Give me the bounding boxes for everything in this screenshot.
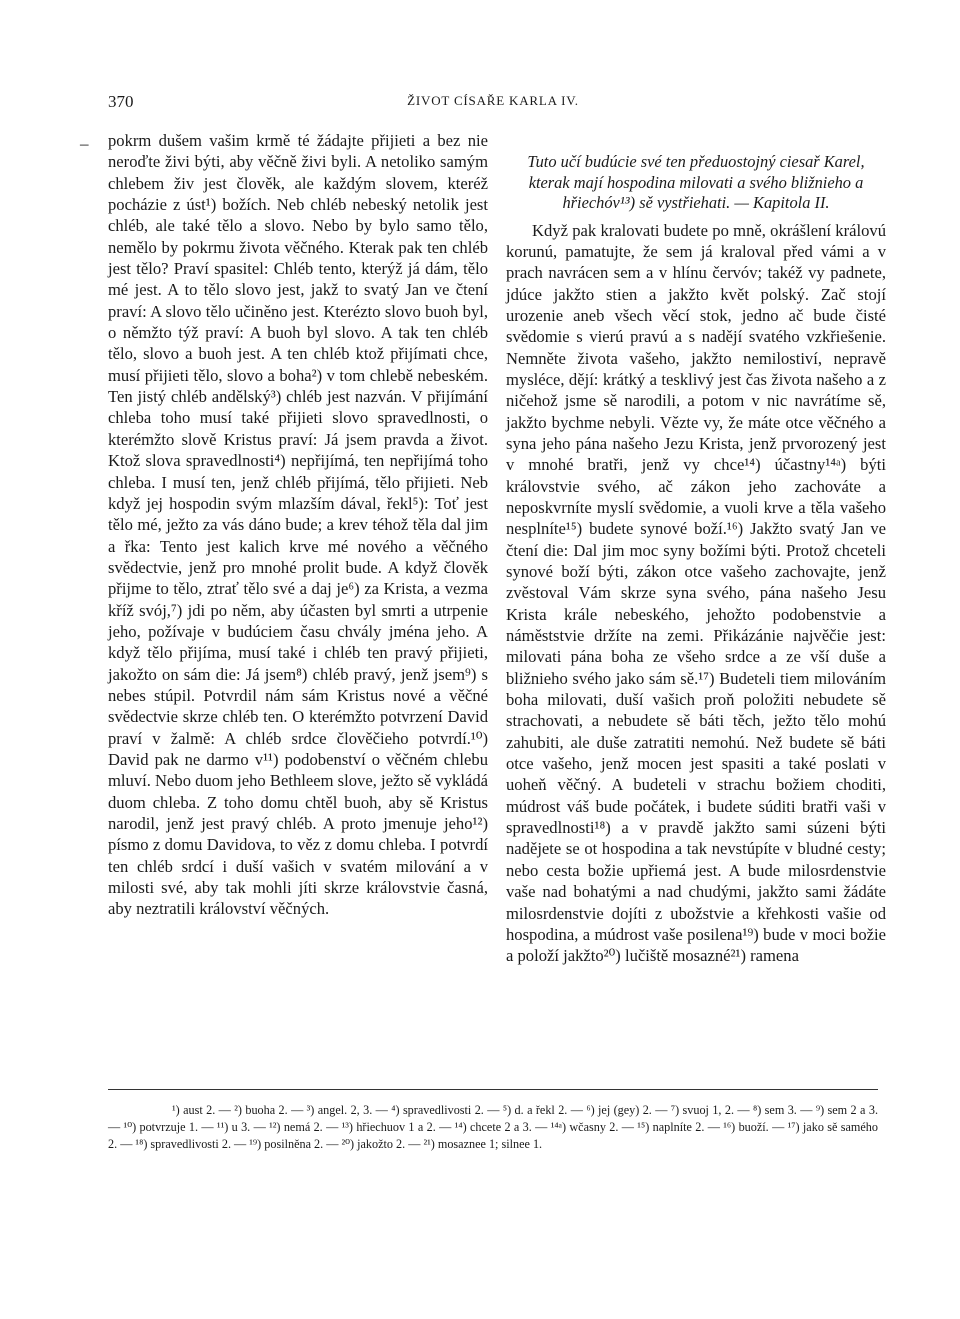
footnotes-text: ¹) aust 2. — ²) buoha 2. — ³) angel. 2, 3. — ⁴) spravedlivosti 2. — ⁵) d. a řekl 2. — ⁶) jej (gey) 2. — ⁷) svuoj 1, 2. — ⁸) sem 3. — ⁹) sem 2 a 3. — ¹⁰) potvrzuje 1. — ¹¹) u 3. — ¹²) nemá 2. — ¹³) hřiechuov 1 a 2. — ¹⁴) chcete 2 a 3. — ¹⁴ᵃ) wčasny 2. — ¹⁵) naplníte 2. — ¹⁶) buoží. — ¹⁷) jako sě samého 2. — ¹⁸) spravedlivosti 2. — ¹⁹) posilněna 2. — ²⁰) jakožto 2. — ²¹) mosaznee 1; silnee 1. (108, 1103, 878, 1151)
page-header (108, 92, 878, 114)
running-head: ŽIVOT CÍSAŘE KARLA IV. (407, 93, 579, 108)
left-column (108, 130, 488, 920)
left-column-text: pokrm dušem vašim krmě té žádajte přijieti a bez nie neroďte živi býti, aby věčně živi byli. A netoliko samým chlebem živ jest člověk, ale každým slovem, kteréž pocházie z úst¹) božích. Neb chléb nebeský netolik jest chléb, ale také tělo a slovo. Nebo by bylo samo tělo, nemělo by pokrmu života věčného. Kterak pak ten chléb jest tělo? Praví spasitel: Chléb tento, kterýž já dám, tělo mé jest. A to tělo slovo jest, jakž to svatý Jan ve čtení praví: A slovo tělo učiněno jest. Kterézto slovo buoh byl, o němžto týž praví: A buoh byl slovo. A tak ten chléb tělo, slovo a buoh jest. A ten chléb ktož přijímati chce, musí přijieti tělo, slovo a boha²) v tom chlebě nebeském. Ten jistý chléb andělský³) chléb jest nazván. V přijímání chleba toho musí také přijieti slovo spravedlnosti, o kterémžto slově Kristus praví: Já jsem pravda a život. Ktož slova spravedlnosti⁴) nepřijímá, ten nepřijímá toho chleba. I musí ten, jenž chléb přijímá, tělo přijieti. Neb když jej hospodin svým mlazším dával, řekl⁵): Toť jest tělo mé, ježto za vás dáno bude; a krev téhož těla dal jim a řka: Tento jest kalich krve mé nového a věčného svědectvie, jenž pro mnohé prolit bude. A když člověk přijme to tělo, ztrať tělo své a daj je⁶) za Krista, a vezma kříž svój,⁷) jdi po něm, aby účasten byl smrti a utrpenie jeho, požívaje v budúciem času chvály jména jeho. A když tělo přijíma, musí také i chléb ten pravý přijieti, jakožto on sám die: Já jsem⁸) chléb pravý, jenž jsem⁹) s nebes stúpil. Potvrdil nám sám Kristus nové a věčné svědectvie skrze chléb ten. O kterémžto potvrzení David praví v žalmě: A chléb srdce člověčieho potvrdí.¹⁰) David pak ne darmo v¹¹) podobenství o věčném chlebu mluví. Nebo duom jeho Bethleem slove, ježto sě vykládá duom chleba. Z toho domu chtěl buoh, aby sě Kristus narodil, jenž jest pravý chléb. A proto jmenuje jeho¹²) písmo z domu Davidova, to věz z domu chleba. I potvrdí ten chléb srdcí i duší vašich v svatém milování a v milosti své, aby tak mohli jíti skrze královstvie časná, aby neztratili království věčných. (108, 131, 488, 919)
page-number: 370 (108, 92, 134, 111)
footnotes (108, 1102, 878, 1153)
margin-mark: – (80, 134, 89, 153)
chapter-heading: Tuto učí budúcie své ten předuostojný ciesař Karel, kterak mají hospodina milovati a svého bližnieho a hřiechóv¹³) sě vystřiehati. — Kapitola II. (527, 152, 865, 212)
right-column-text: Když pak kralovati budete po mně, okrášlení královú korunú, pamatujte, že sem já kraloval před vámi a v prach navrácen sem a v hlínu červóv; takéž vy padnete, jdúce jakžto stien a jakžto květ polský. Zač stojí urozenie aneb všech věcí stok, jedno ač bude čisté svědomie s vierú pravú a s nadějí svatého vzkřiešenie. Nemněte života vašeho, jakžto nemilostiví, nepravě mysléce, dějí: krátký a tesklivý jest čas života našeho a z ničehož jsme sě narodili, a potom v nic navrátíme sě, jakžto bychme nebyli. Vězte vy, že máte otce věčného a syna jeho pána našeho Jezu Krista, jenž prvorozený jest v mnohé bratři, jenž vy chce¹⁴) účastny¹⁴ᵃ) býti královstvie svého, ač zákon jeho zachováte a neposkvrníte myslí svědomie, a vuoli krve a těla vašeho nesplníte¹⁵) budete synové boží.¹⁶) Jakžto svatý Jan ve čtení die: Dal jim moc syny božími býti. Protož chceteli synové boží býti, zákon otce vašeho zachovajte, jenž zvěstoval Vám skrze syna svého, pána našeho Jesu Krista krále nebeského, jehožto podobenstvie a náměststvie držíte na zemi. Přikázánie najvěčie jest: milovati pána boha ze všeho srdce a ze vší duše a bližnieho svého jako sám sě.¹⁷) Budeteli tiem milováním boha milovati, duší vašich proň položiti nebudete sě strachovati, a nebudete sě báti těch, ježto tělo mohú zahubiti, ale duše zatratiti nemohú. Než budete sě báti otce vašeho, jenž mocen jest spasiti a také poslati v uoheň věčný. A budeteli v strachu božiem choditi, múdrost váš bude počátek, i budete súditi bratři vaši v spravedlnosti¹⁸) a v pravdě jakžto sami súzeni býti nadějete se ot hospodina a tak nevstúpíte v bludné cesty; nebo cesta božie upřiemá jest. A bude milosrdenstvie vaše nad bohatými a nad chudými, jakžto sami žádáte milosrdenstvie dojíti z ubožstvie a křehkosti vašie od hospodina, a múdrost vaše posilena¹⁹) bude v moci božie a položí jakžto²⁰) lučiště mosazné²¹) ramena (506, 220, 886, 966)
right-column (506, 130, 886, 967)
footnote-divider (108, 1089, 878, 1090)
